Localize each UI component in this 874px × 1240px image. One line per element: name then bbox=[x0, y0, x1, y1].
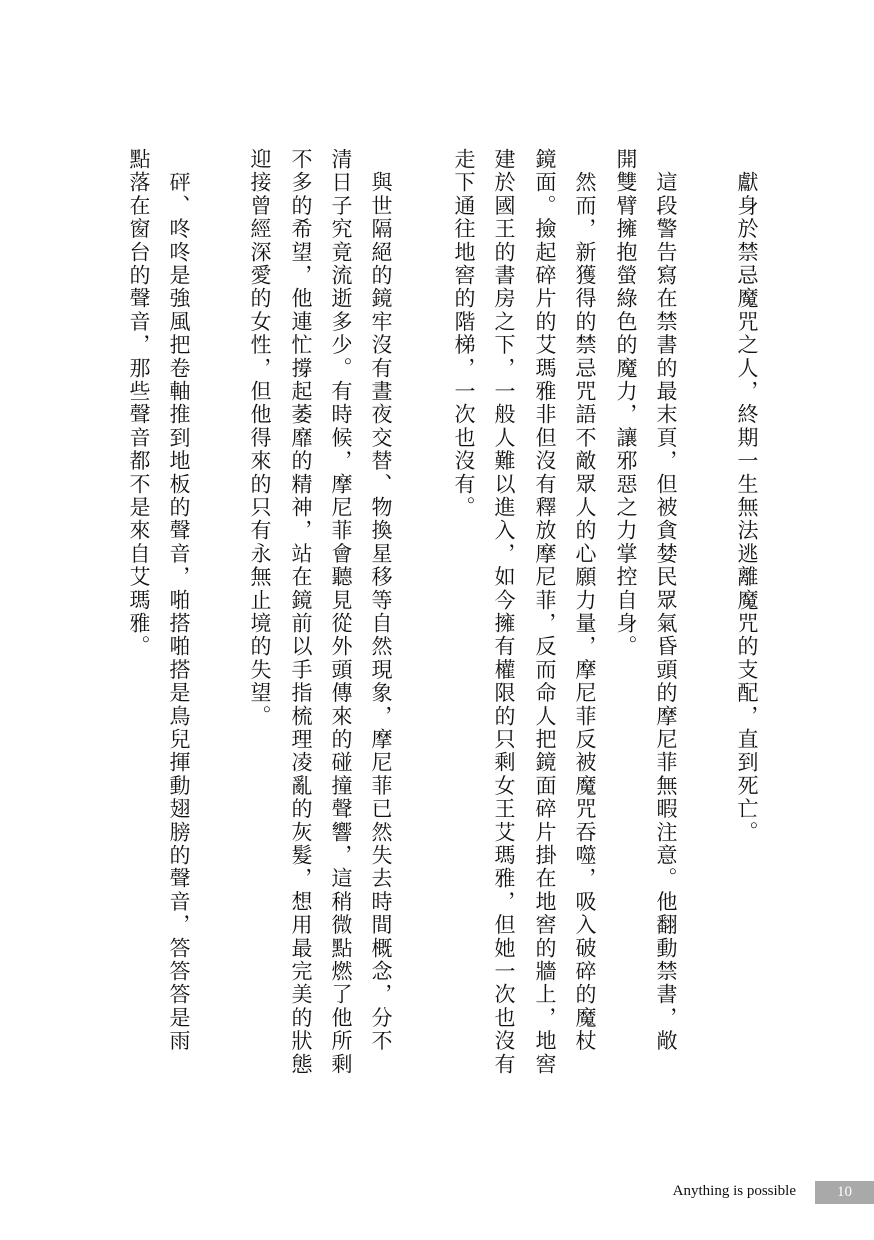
text-column: 開雙臂擁抱螢綠色的魔力，讓邪惡之力掌控自身。 bbox=[614, 148, 638, 659]
text-column: 清日子究竟流逝多少。有時候，摩尼菲會聽見從外頭傳來的碰撞聲響，這稍微點燃了他所剩 bbox=[329, 148, 353, 1076]
footer-tagline: Anything is possible bbox=[672, 1183, 796, 1199]
text-column: 與世隔絕的鏡牢沒有晝夜交替、物換星移等自然現象，摩尼菲已然失去時間概念，分不 bbox=[369, 148, 393, 1053]
text-column: 走下通往地窖的階梯，一次也沒有。 bbox=[452, 148, 476, 520]
text-column: 砰、咚咚是強風把卷軸推到地板的聲音，啪搭啪搭是鳥兒揮動翅膀的聲音，答答答是雨 bbox=[167, 148, 191, 1053]
page-number-badge: 10 bbox=[815, 1181, 874, 1204]
text-column: 點落在窗台的聲音，那些聲音都不是來自艾瑪雅。 bbox=[127, 148, 151, 659]
text-column: 建於國王的書房之下，一般人難以進入，如今擁有權限的只剩女王艾瑪雅，但她一次也沒有 bbox=[492, 148, 516, 1076]
text-column: 這段警告寫在禁書的最末頁，但被貪婪民眾氣昏頭的摩尼菲無暇注意。他翻動禁書，敞 bbox=[654, 148, 678, 1053]
text-column: 不多的希望，他連忙撐起萎靡的精神，站在鏡前以手指梳理凌亂的灰髮，想用最完美的狀態 bbox=[289, 148, 313, 1076]
text-column: 鏡面。撿起碎片的艾瑪雅非但沒有釋放摩尼菲，反而命人把鏡面碎片掛在地窖的牆上，地窖 bbox=[533, 148, 557, 1076]
text-column: 獻身於禁忌魔咒之人，終期一生無法逃離魔咒的支配，直到死亡。 bbox=[735, 148, 759, 844]
text-column: 然而，新獲得的禁忌咒語不敵眾人的心願力量，摩尼菲反被魔咒吞噬，吸入破碎的魔杖 bbox=[573, 148, 597, 1053]
text-column: 迎接曾經深愛的女性，但他得來的只有永無止境的失望。 bbox=[248, 148, 272, 728]
